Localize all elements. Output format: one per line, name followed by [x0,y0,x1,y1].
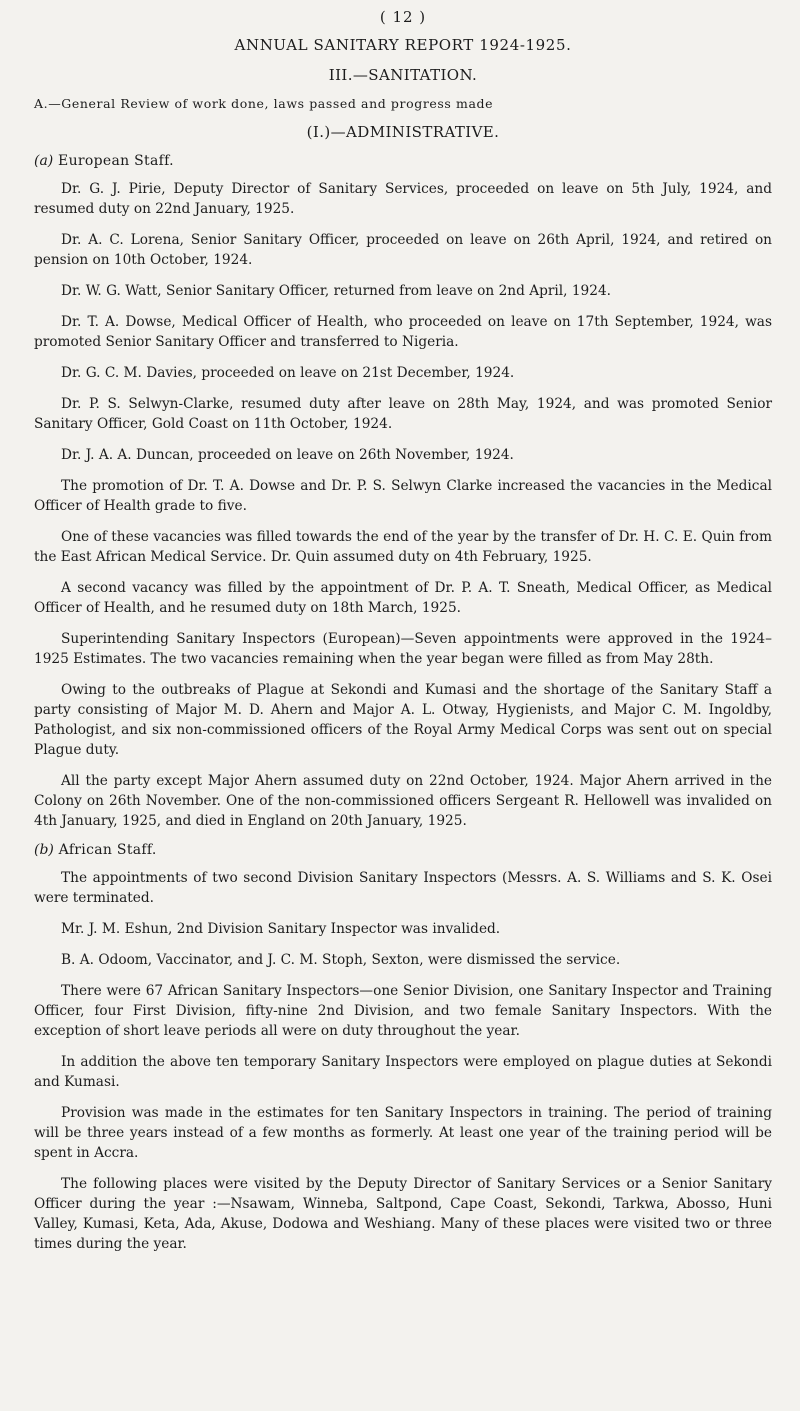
administrative-heading: (I.)—ADMINISTRATIVE. [306,123,500,141]
african-staff-heading [34,842,772,858]
paragraph: Provision was made in the estimates for ten Sanitary Inspectors in training. The period of training will be three years instead of a few months as formerly. At least one year of the training period will be spent in Accra. [34,1105,772,1161]
paragraph: Dr. G. J. Pirie, Deputy Director of Sanitary Services, proceeded on leave on 5th July, 1924, and resumed duty on 22nd January, 1925. [34,181,772,217]
african-staff-title: African Staff. [58,842,157,858]
european-staff-heading [34,153,772,169]
paragraph: Dr. J. A. A. Duncan, proceeded on leave on 26th November, 1924. [61,447,514,463]
paragraph: B. A. Odoom, Vaccinator, and J. C. M. Stoph, Sexton, were dismissed the service. [61,952,621,968]
page-number: ( 12 ) [379,8,427,26]
african-staff-marker: (b) [34,842,54,858]
paragraph: Dr. A. C. Lorena, Senior Sanitary Officer, proceeded on leave on 26th April, 1924, and retired on pension on 10th October, 1924. [34,232,772,268]
section-a-heading: A.—General Review of work done, laws passed and progress made [34,96,494,111]
paragraph: The following places were visited by the Deputy Director of Sanitary Services or a Senior Sanitary Officer during the year :—Nsawam, Winneba, Saltpond, Cape Coast, Sekondi, Tarkwa, Abosso, Huni Valley, Kumasi, Keta, Ada, Akuse, Dodowa and Weshiang. Many of these places were visited two or three times during the year. [34,1176,772,1252]
part-title: III.—SANITATION. [328,66,478,84]
paragraph: Owing to the outbreaks of Plague at Sekondi and Kumasi and the shortage of the Sanitary Staff a party consisting of Major M. D. Ahern and Major A. L. Otway, Hygienists, and Major C. M. Ingoldby, Pathologist, and six non-commissioned officers of the Royal Army Medical Corps was sent out on special Plague duty. [34,682,772,758]
paragraph: The appointments of two second Division Sanitary Inspectors (Messrs. A. S. Williams and S. K. Osei were terminated. [34,870,772,906]
paragraph: Dr. T. A. Dowse, Medical Officer of Health, who proceeded on leave on 17th September, 1924, was promoted Senior Sanitary Officer and transferred to Nigeria. [34,314,772,350]
european-staff-title: European Staff. [58,153,174,169]
paragraph: A second vacancy was filled by the appointment of Dr. P. A. T. Sneath, Medical Officer, as Medical Officer of Health, and he resumed duty on 18th March, 1925. [34,580,772,616]
paragraph: Mr. J. M. Eshun, 2nd Division Sanitary Inspector was invalided. [61,921,501,937]
paragraph: Dr. P. S. Selwyn-Clarke, resumed duty after leave on 28th May, 1924, and was promoted Senior Sanitary Officer, Gold Coast on 11th October, 1924. [34,396,772,432]
paragraph: All the party except Major Ahern assumed duty on 22nd October, 1924. Major Ahern arrived in the Colony on 26th November. One of the non-commissioned officers Sergeant R. Hellowell was invalided on 4th January, 1925, and died in England on 20th January, 1925. [34,773,772,829]
paragraph: There were 67 African Sanitary Inspectors—one Senior Division, one Sanitary Inspector and Training Officer, four First Division, fifty-nine 2nd Division, and two female Sanitary Inspectors. With the exception of short leave periods all were on duty throughout the year. [34,983,772,1039]
paragraph: Dr. G. C. M. Davies, proceeded on leave on 21st December, 1924. [61,365,515,381]
paragraph: The promotion of Dr. T. A. Dowse and Dr. P. S. Selwyn Clarke increased the vacancies in the Medical Officer of Health grade to five. [34,478,772,514]
report-title: ANNUAL SANITARY REPORT 1924-1925. [234,36,572,54]
european-staff-marker: (a) [34,153,54,169]
paragraph: One of these vacancies was filled towards the end of the year by the transfer of Dr. H. C. E. Quin from the East African Medical Service. Dr. Quin assumed duty on 4th February, 1925. [34,529,772,565]
paragraph: Superintending Sanitary Inspectors (European)—Seven appointments were approved in the 1924–1925 Estimates. The two vacancies remaining when the year began were filled as from May 28th. [34,631,772,667]
paragraph: Dr. W. G. Watt, Senior Sanitary Officer, returned from leave on 2nd April, 1924. [61,283,612,299]
paragraph: In addition the above ten temporary Sanitary Inspectors were employed on plague duties at Sekondi and Kumasi. [34,1054,772,1090]
